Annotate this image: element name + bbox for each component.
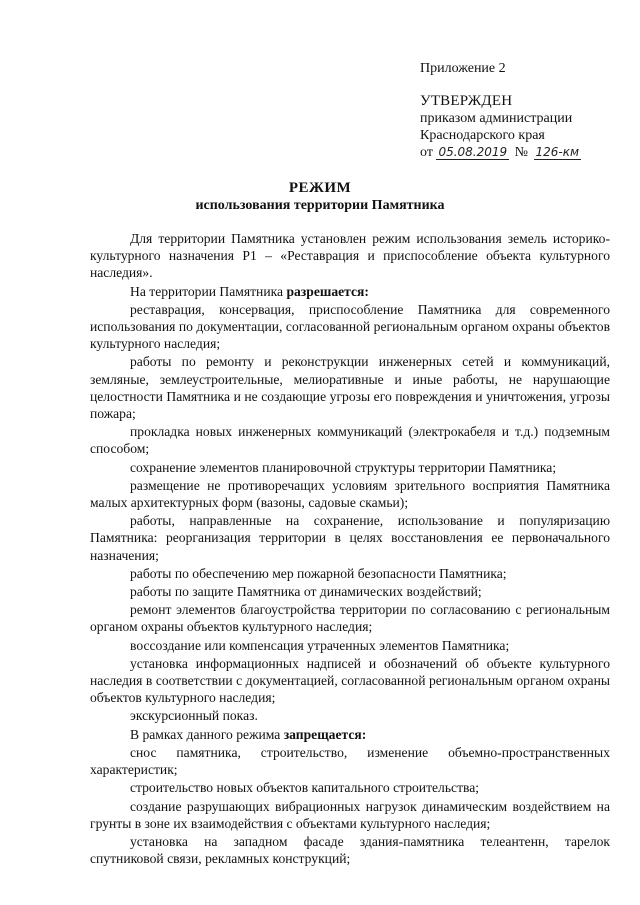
forbidden-item: создание разрушающих вибрационных нагрузок динамическим воздействием на грунты в зоне их взаимодействия с объектами культурного наследия; [90,798,610,831]
allowed-item: работы по ремонту и реконструкции инженерных сетей и коммуникаций, земляные, землеустроительные, мелиоративные и иные работы, не нарушающие целостности Памятника и не создающие угрозы его повреждения и уничтожения, угрозы пожара; [90,354,610,422]
number-sign: № [514,145,529,160]
allowed-item: прокладка новых инженерных коммуникаций (электрокабеля и т.д.) подземным способом; [90,424,610,457]
approval-date-line [420,144,630,161]
allowed-item: работы, направленные на сохранение, использование и популяризацию Памятника: реорганизация территории в целях восстановления ее первоначального назначения; [90,513,610,563]
allowed-bold: разрешается: [286,283,369,299]
allowed-item: ремонт элементов благоустройства территории по согласованию с региональным органом охраны объектов культурного наследия; [90,602,610,635]
forbidden-lead: В рамках данного режима [130,726,281,742]
allowed-item: работы по защите Памятника от динамических воздействий; [130,584,482,600]
document-body [90,230,610,868]
forbidden-bold: запрещается: [283,726,367,742]
approval-line-2: Краснодарского края [420,128,545,143]
handwritten-date: 05.08.2019 [438,145,508,159]
approval-line-1: приказом администрации [420,111,573,126]
appendix-label: Приложение 2 [420,61,506,76]
document-title [0,180,640,214]
forbidden-item: установка на западном фасаде здания-памятника телеантенн, тарелок спутниковой связи, рекламных конструкций; [90,833,610,867]
allowed-item: реставрация, консервация, приспособление Памятника для современного использования по документации, согласованной региональным органом охраны объектов культурного наследия; [90,301,610,352]
approved-heading: УТВЕРЖДЕН [420,93,513,109]
forbidden-item: снос памятника, строительство, изменение объемно-пространственных характеристик; [90,744,610,778]
title-main: РЕЖИМ [288,180,352,196]
title-sub: использования территории Памятника [195,198,445,213]
allowed-item: размещение не противоречащих условиям зрительного восприятия Памятника малых архитектурных форм (вазоны, садовые скамьи); [90,477,610,511]
date-prefix: от [420,145,433,160]
allowed-item: работы по обеспечению мер пожарной безопасности Памятника; [130,565,507,581]
allowed-heading [90,283,610,300]
intro-paragraph: Для территории Памятника установлен режим использования земель историко-культурного назначения Р1 – «Реставрация и приспособление объекта культурного наследия». [90,231,610,281]
allowed-lead: На территории Памятника [130,283,284,299]
forbidden-heading [90,726,610,743]
allowed-item: воссоздание или компенсация утраченных элементов Памятника; [130,637,510,653]
forbidden-item: строительство новых объектов капитального строительства; [130,780,480,796]
handwritten-number: 126-км [535,145,580,159]
allowed-item: сохранение элементов планировочной структуры территории Памятника; [130,459,557,475]
allowed-item: установка информационных надписей и обозначений об объекте культурного наследия в соответствии с документацией, согласованной региональным органом охраны объектов культурного наследия; [90,655,610,706]
approval-block [420,60,630,161]
allowed-item: экскурсионный показ. [130,708,258,724]
